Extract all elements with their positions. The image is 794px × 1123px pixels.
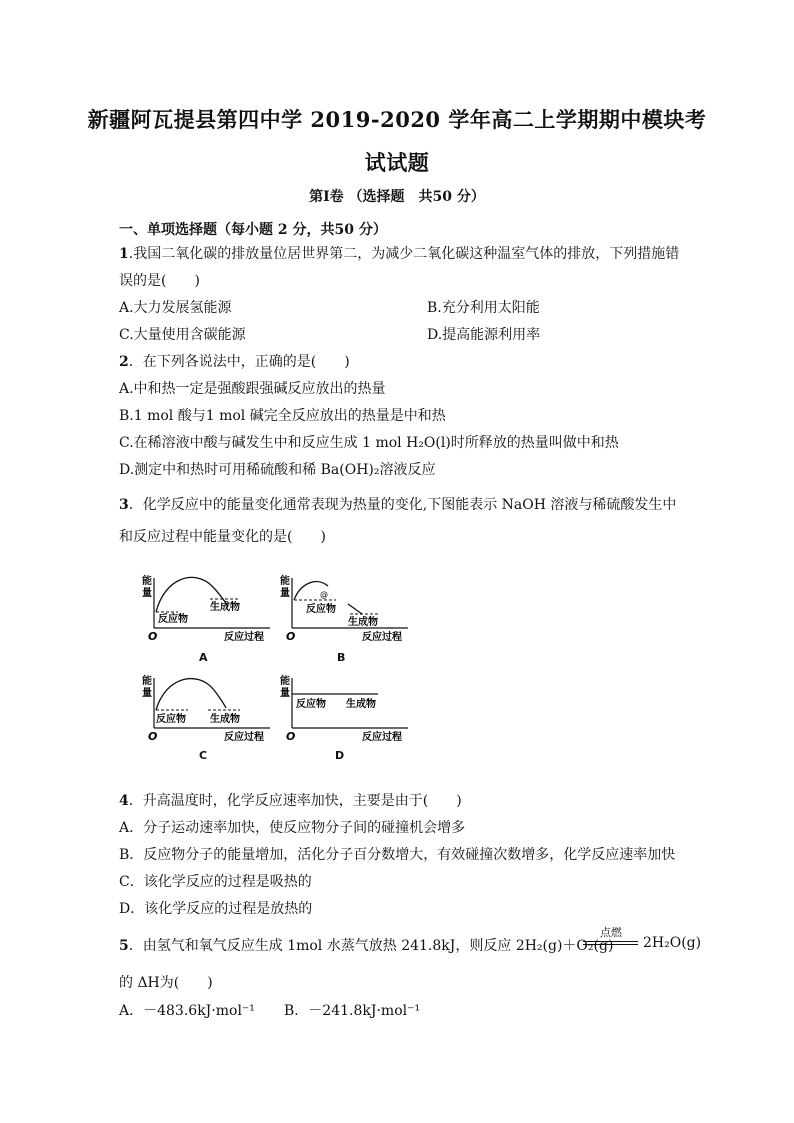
q4-option-d: D．该化学反应的过程是放热的: [119, 901, 313, 917]
diagram-d-origin: O: [286, 730, 296, 743]
q5-number: 5: [119, 938, 129, 954]
diagram-c-y-label-2: 量: [142, 688, 152, 699]
diagram-a-product-label: 生成物: [210, 602, 240, 613]
diagram-a-y-label-1: 能: [142, 576, 152, 587]
diagram-d-x-label: 反应过程: [362, 732, 402, 743]
q5-stem: [119, 935, 613, 955]
q2-option-d: D.测定中和热时可用稀硫酸和稀 Ba(OH)₂溶液反应: [119, 462, 436, 478]
energy-diagram-b: [278, 572, 413, 644]
q4-stem: [119, 790, 462, 810]
diagram-a-caption: A: [199, 651, 208, 664]
diagram-c-caption: C: [199, 749, 208, 762]
diagram-b-y-label-2: 量: [280, 588, 290, 599]
diagram-b-product-label: 生成物: [348, 617, 378, 628]
diagram-a-y-label-2: 量: [142, 588, 152, 599]
diagram-a-x-label: 反应过程: [224, 632, 264, 643]
q4-option-a: A．分子运动速率加快，使反应物分子间的碰撞机会增多: [119, 820, 466, 836]
paper-title-line1: 新疆阿瓦提县第四中学 2019-2020 学年高二上学期期中模块考: [87, 107, 707, 132]
diagram-c-reactant-label: 反应物: [156, 714, 186, 725]
q1-option-a: A.大力发展氢能源: [119, 300, 232, 316]
q1-stem-line1: [119, 243, 679, 263]
diagram-b-caption: B: [337, 651, 346, 664]
q1-option-b: B.充分利用太阳能: [427, 300, 540, 316]
q4-stem-text: ．升高温度时，化学反应速率加快，主要是由于( ): [128, 793, 462, 809]
section-title: 第Ⅰ卷 （选择题 共50 分）: [309, 189, 485, 205]
q2-stem-text: ．在下列各说法中，正确的是( ): [128, 354, 350, 370]
q3-stem-line1: [119, 494, 676, 514]
energy-diagram-d: [278, 672, 413, 744]
diagram-c-product-label: 生成物: [210, 714, 240, 725]
q2-number: 2: [119, 354, 129, 370]
diagram-d-reactant-label: 反应物: [296, 699, 326, 710]
energy-diagram-a: [140, 572, 275, 644]
q5-equal-line-top: [583, 941, 638, 942]
energy-diagram-c: [140, 672, 275, 744]
q5-reaction-condition: 点燃: [600, 926, 622, 939]
q2-option-a: A.中和热一定是强酸跟强碱反应放出的热量: [119, 381, 386, 397]
q2-option-b: B.1 mol 酸与1 mol 碱完全反应放出的热量是中和热: [119, 408, 446, 424]
part-heading: 一、单项选择题（每小题 2 分，共50 分）: [119, 222, 387, 238]
q4-number: 4: [119, 793, 129, 809]
diagram-d-y-label-2: 量: [280, 688, 290, 699]
diagram-b-at-mark: @: [320, 590, 328, 599]
diagram-c-origin: O: [148, 730, 158, 743]
diagram-b-origin: O: [286, 630, 296, 643]
q1-stem-line2: 误的是( ): [119, 273, 200, 289]
diagram-b-reactant-label: 反应物: [306, 604, 336, 615]
q1-stem-text: .我国二氧化碳的排放量位居世界第二，为减少二氧化碳这种温室气体的排放，下列措施错: [128, 246, 680, 262]
diagram-c-x-label: 反应过程: [224, 732, 264, 743]
q5-stem-line2: 的 ΔH为( ): [119, 975, 213, 991]
q5-product: 2H₂O(g): [643, 935, 702, 951]
diagram-b-x-label: 反应过程: [362, 632, 402, 643]
q4-option-b: B．反应物分子的能量增加，活化分子百分数增大，有效碰撞次数增多，化学反应速率加快: [119, 847, 676, 863]
diagram-d-caption: D: [335, 749, 345, 762]
q5-option-a: A．－483.6kJ·mol⁻¹: [119, 1003, 255, 1019]
q1-option-c: C.大量使用含碳能源: [119, 327, 246, 343]
q1-option-d: D.提高能源利用率: [427, 327, 541, 343]
diagram-d-product-label: 生成物: [346, 699, 376, 710]
q2-stem: [119, 351, 350, 371]
q5-stem-text: ．由氢气和氧气反应生成 1mol 水蒸气放热 241.8kJ，则反应 2H₂(g)＋O₂(g): [128, 938, 614, 954]
diagram-a-reactant-label: 反应物: [158, 614, 188, 625]
diagram-c-y-label-1: 能: [142, 676, 152, 687]
q5-option-b: B．－241.8kJ·mol⁻¹: [284, 1003, 421, 1019]
q1-number: 1: [119, 246, 129, 262]
q3-stem-line2: 和反应过程中能量变化的是( ): [119, 529, 326, 545]
diagram-b-y-label-1: 能: [280, 576, 290, 587]
diagram-d-y-label-1: 能: [280, 676, 290, 687]
diagram-a-origin: O: [148, 630, 158, 643]
q2-option-c: C.在稀溶液中酸与碱发生中和反应生成 1 mol H₂O(l)时所释放的热量叫做中和热: [119, 435, 619, 451]
paper-title-line2: 试试题: [364, 150, 430, 175]
q5-equal-line-bottom: [583, 944, 638, 945]
q4-option-c: C．该化学反应的过程是吸热的: [119, 874, 312, 890]
q3-stem-text: ．化学反应中的能量变化通常表现为热量的变化,下图能表示 NaOH 溶液与稀硫酸发生中: [128, 497, 677, 513]
q3-number: 3: [119, 497, 129, 513]
